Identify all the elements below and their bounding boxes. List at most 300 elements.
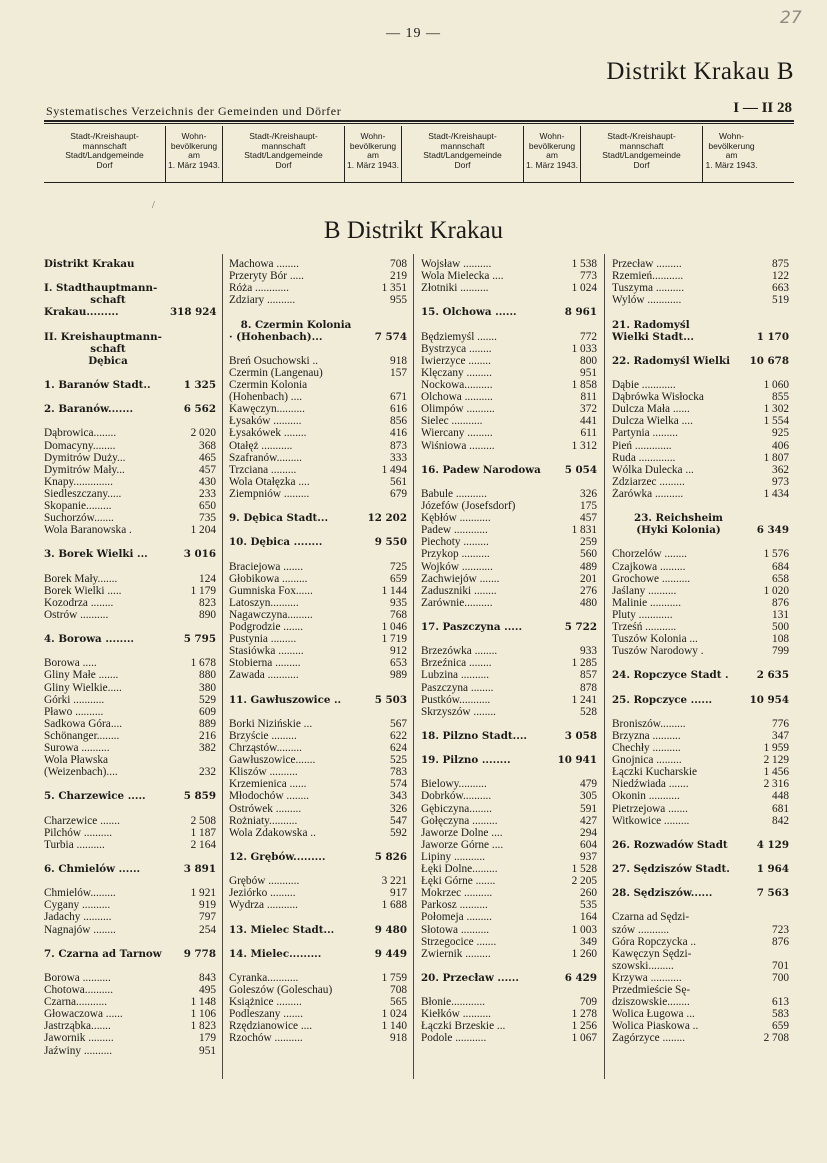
- gemeinde-name: Borki Nizińskie ...: [229, 717, 313, 730]
- population-value: 333: [390, 451, 407, 464]
- header-name-col: Stadt-/Kreishaupt- mannschaft Stadt/Landgemeinde Dorf: [65, 131, 144, 170]
- population-value: 951: [580, 366, 597, 379]
- gemeinde-name: (Weizenbach)....: [44, 766, 118, 779]
- gemeinde-name: Chechły ..........: [612, 742, 681, 754]
- gemeinde-name: Błonie............: [421, 996, 486, 1009]
- population-value: 681: [772, 802, 789, 815]
- population-value: 6 429: [564, 971, 597, 984]
- gemeinde-name: 23. Reichsheim: [634, 512, 723, 525]
- population-value: 5 859: [183, 790, 216, 803]
- gemeinde-name: Pluty ............: [612, 608, 673, 621]
- gemeinde-name: 12. Grębów.........: [229, 850, 326, 863]
- population-value: 219: [390, 270, 407, 283]
- gemeinde-name: 3. Borek Wielki ...: [44, 548, 148, 561]
- gemeinde-name: Gołęczyna .........: [421, 814, 498, 827]
- gemeinde-name: Brzezówka ........: [421, 645, 498, 658]
- population-value: 4 129: [756, 838, 789, 851]
- population-value: 2 316: [763, 778, 789, 791]
- column-divider: [604, 254, 605, 1079]
- population-value: 663: [772, 282, 789, 295]
- population-value: 1 456: [763, 766, 789, 779]
- gemeinde-name: Wolica Ługowa ...: [612, 1008, 695, 1021]
- population-value: 216: [199, 729, 216, 742]
- gemeinde-name: Żarówka ..........: [612, 487, 684, 500]
- population-value: 855: [772, 391, 789, 404]
- population-value: 457: [199, 463, 216, 476]
- gemeinde-name: Chrząstów.........: [229, 742, 302, 754]
- population-value: 500: [772, 621, 789, 633]
- population-value: 175: [580, 500, 597, 512]
- gemeinde-name: Mokrzec ..........: [421, 887, 493, 900]
- gemeinde-name: Krzywa ...........: [612, 971, 682, 984]
- gemeinde-name: Wola Otałęzka ....: [229, 475, 310, 488]
- gemeinde-name: 27. Sędziszów Stadt.: [612, 863, 730, 875]
- population-value: 157: [390, 366, 407, 379]
- population-value: 427: [580, 814, 597, 827]
- population-value: 1 278: [571, 1008, 597, 1021]
- population-value: 919: [199, 899, 216, 912]
- population-value: 955: [390, 294, 407, 307]
- population-value: 624: [390, 742, 407, 754]
- population-value: 583: [772, 1008, 789, 1021]
- gemeinde-name: Bielowy..........: [421, 778, 487, 791]
- gemeinde-name: Pławo ..........: [44, 705, 104, 718]
- gemeinde-name: Zachwiejów .......: [421, 572, 500, 585]
- population-value: 880: [199, 669, 216, 682]
- gemeinde-name: 10. Dębica ........: [229, 536, 323, 549]
- gemeinde-name: 16. Padew Narodowa: [421, 463, 541, 476]
- population-value: 12 202: [367, 512, 407, 525]
- gemeinde-name: Łysaków ..........: [229, 415, 302, 428]
- population-value: 1 024: [571, 282, 597, 295]
- population-value: 441: [580, 415, 597, 428]
- population-value: 430: [199, 475, 216, 488]
- population-value: 448: [772, 790, 789, 803]
- population-value: 1 554: [763, 415, 789, 428]
- population-value: 10 678: [749, 354, 789, 367]
- population-value: 1 256: [571, 1020, 597, 1033]
- population-value: 875: [772, 258, 789, 270]
- population-value: 735: [199, 512, 216, 525]
- population-value: 489: [580, 560, 597, 573]
- gemeinde-name: Głobikowa .........: [229, 572, 308, 585]
- header-name-col: Stadt-/Kreishaupt- mannschaft Stadt/Landgemeinde Dorf: [423, 131, 502, 170]
- population-value: 1 538: [571, 258, 597, 270]
- gemeinde-name: Kozodrza ........: [44, 596, 114, 609]
- gemeinde-name: Złotniki ..........: [421, 282, 489, 295]
- population-value: 131: [772, 608, 789, 621]
- gemeinde-name: Łączki Brzeskie ...: [421, 1020, 506, 1033]
- population-value: 6 349: [756, 524, 789, 537]
- population-value: 935: [390, 596, 407, 609]
- gemeinde-name: 13. Mielec Stadt...: [229, 923, 335, 936]
- population-value: 529: [199, 693, 216, 706]
- gemeinde-name: Góra Ropczycka ..: [612, 935, 697, 948]
- gemeinde-name: Trześń ...........: [612, 621, 677, 633]
- population-value: 305: [580, 790, 597, 803]
- population-value: 380: [199, 681, 216, 694]
- population-value: 1 046: [381, 621, 407, 633]
- population-value: 611: [580, 427, 597, 440]
- population-value: 318 924: [170, 306, 217, 319]
- gemeinde-name: Lipiny ...........: [421, 850, 486, 863]
- population-value: 1 003: [571, 923, 597, 936]
- gemeinde-name: 1. Baranów Stadt..: [44, 379, 151, 391]
- population-value: 2 508: [190, 814, 216, 827]
- population-value: 1 140: [381, 1020, 407, 1033]
- gemeinde-name: Ziempniów .........: [229, 487, 310, 500]
- population-value: 709: [580, 996, 597, 1009]
- gemeinde-name: Breń Osuchowski ..: [229, 354, 319, 367]
- gemeinde-name: Zawada ...........: [229, 669, 299, 682]
- gemeinde-name: Goleszów (Goleschau): [229, 984, 333, 996]
- population-value: 772: [580, 330, 597, 343]
- gemeinde-name: Paszczyna ........: [421, 681, 494, 694]
- population-value: 343: [390, 790, 407, 803]
- gemeinde-name: Cygany ..........: [44, 899, 111, 912]
- population-value: 260: [580, 887, 597, 900]
- population-value: 912: [390, 645, 407, 658]
- population-value: 783: [390, 766, 407, 779]
- gemeinde-name: (Hyki Kolonia): [636, 524, 721, 537]
- gemeinde-name: Brzeźnica ........: [421, 657, 492, 670]
- gemeinde-name: Siedleszczany.....: [44, 487, 122, 500]
- population-value: 3 221: [381, 875, 407, 888]
- gemeinde-name: I. Stadthauptmann-: [44, 282, 158, 295]
- population-value: 525: [390, 754, 407, 767]
- population-value: 989: [390, 669, 407, 682]
- population-value: 917: [390, 887, 407, 900]
- population-value: 1 170: [756, 330, 789, 343]
- gemeinde-name: Józefów (Josefsdorf): [421, 500, 516, 512]
- gemeinde-name: Wiśniowa .........: [421, 439, 495, 452]
- gemeinde-name: II. Kreishauptmann-: [44, 330, 162, 343]
- gemeinde-name: Babule ...........: [421, 487, 487, 500]
- gemeinde-name: 7. Czarna ad Tarnow: [44, 947, 162, 960]
- population-value: 592: [390, 826, 407, 839]
- gemeinde-name: 22. Radomyśl Wielki: [612, 354, 731, 367]
- gemeinde-name: Wojsław ..........: [421, 258, 492, 270]
- population-value: 1 528: [571, 863, 597, 875]
- gemeinde-name: Trzciana .........: [229, 463, 297, 476]
- gemeinde-name: Wolica Piaskowa ..: [612, 1020, 699, 1033]
- gemeinde-name: Ruda .............: [612, 451, 676, 464]
- population-value: 179: [199, 1032, 216, 1045]
- gemeinde-name: Turbia ..........: [44, 838, 105, 851]
- population-value: 254: [199, 923, 216, 936]
- gemeinde-name: 15. Olchowa ......: [421, 306, 517, 319]
- gemeinde-name: Róża ............: [229, 282, 289, 295]
- population-value: 495: [199, 984, 216, 996]
- page-range: I — II 28: [733, 100, 792, 116]
- header-pop-col: Wohn- bevölkerung am 1. März 1943.: [344, 126, 402, 182]
- population-value: 1 187: [190, 826, 216, 839]
- population-value: 653: [390, 657, 407, 670]
- gemeinde-name: schaft: [90, 294, 126, 307]
- gemeinde-name: Distrikt Krakau: [44, 258, 135, 270]
- gemeinde-name: Knapy..............: [44, 475, 113, 488]
- population-value: 1 823: [190, 1020, 216, 1033]
- population-value: 889: [199, 717, 216, 730]
- population-value: 5 722: [564, 621, 597, 633]
- gemeinde-name: Brzyzna ..........: [612, 729, 681, 742]
- gemeinde-name: Iwierzyce ........: [421, 354, 491, 367]
- gemeinde-name: Wola Pławska: [44, 754, 109, 767]
- population-value: 616: [390, 403, 407, 416]
- gemeinde-name: Wola Mielecka ....: [421, 270, 504, 283]
- header-pop-col: Wohn- bevölkerung am 1. März 1943.: [523, 126, 581, 182]
- population-value: 3 016: [183, 548, 216, 561]
- gemeinde-name: Gliny Małe .......: [44, 669, 119, 682]
- population-value: 1 260: [571, 947, 597, 960]
- population-value: 5 795: [183, 633, 216, 646]
- population-value: 574: [390, 778, 407, 791]
- gemeinde-name: Chmielów.........: [44, 887, 116, 900]
- population-value: 856: [390, 415, 407, 428]
- population-value: 1 241: [571, 693, 597, 706]
- population-value: 2 635: [756, 669, 789, 682]
- population-value: 768: [390, 608, 407, 621]
- population-value: 800: [580, 354, 597, 367]
- gemeinde-name: Dębica: [88, 354, 128, 367]
- population-value: 1 148: [190, 996, 216, 1009]
- population-value: 873: [390, 439, 407, 452]
- gemeinde-name: Charzewice .......: [44, 814, 120, 827]
- gemeinde-name: Wola Zdakowska ..: [229, 826, 316, 839]
- gemeinde-name: Łączki Kucharskie: [612, 766, 697, 779]
- subtitle: Systematisches Verzeichnis der Gemeinden und Dörfer: [46, 104, 342, 118]
- population-value: 7 574: [374, 330, 407, 343]
- population-value: 609: [199, 705, 216, 718]
- gemeinde-name: Tuszów Kolonia ...: [612, 633, 698, 646]
- gemeinde-name: Bystrzyca ........: [421, 342, 492, 355]
- gemeinde-name: Będziemyśl .......: [421, 330, 497, 343]
- gemeinde-name: Przeryty Bór .....: [229, 270, 304, 283]
- gemeinde-name: 28. Sędziszów......: [612, 887, 713, 900]
- population-value: 1 067: [571, 1032, 597, 1045]
- population-value: 684: [772, 560, 789, 573]
- gemeinde-name: Borek Mały.......: [44, 572, 118, 585]
- gemeinde-name: Wielki Stadt...: [612, 330, 694, 343]
- population-value: 2 708: [763, 1032, 789, 1045]
- population-value: 700: [772, 971, 789, 984]
- gemeinde-name: 25. Ropczyce ......: [612, 693, 713, 706]
- gemeinde-name: Strzegocice .......: [421, 935, 497, 948]
- population-value: 1 020: [763, 584, 789, 597]
- gemeinde-name: Broniszów.........: [612, 717, 686, 730]
- population-value: 973: [772, 475, 789, 488]
- population-value: 368: [199, 439, 216, 452]
- population-value: 9 480: [374, 923, 407, 936]
- population-value: 776: [772, 717, 789, 730]
- gemeinde-name: Stobierna .........: [229, 657, 301, 670]
- population-value: 1 325: [183, 379, 216, 391]
- gemeinde-name: 8. Czermin Kolonia: [240, 318, 352, 331]
- population-value: 1 144: [381, 584, 407, 597]
- population-value: 2 164: [190, 838, 216, 851]
- gemeinde-name: Jaworze Górne ....: [421, 838, 504, 851]
- gemeinde-name: Olchowa ..........: [421, 391, 493, 404]
- gemeinde-name: szów ...........: [612, 923, 670, 936]
- population-value: 259: [580, 536, 597, 549]
- population-value: 937: [580, 850, 597, 863]
- population-value: 773: [580, 270, 597, 283]
- population-value: 591: [580, 802, 597, 815]
- corner-note: 27: [780, 8, 802, 28]
- population-value: 2 129: [763, 754, 789, 767]
- gemeinde-name: 18. Pilzno Stadt....: [421, 729, 528, 742]
- population-value: 1 302: [763, 403, 789, 416]
- population-value: 347: [772, 729, 789, 742]
- gemeinde-name: Dąbie ............: [612, 379, 676, 391]
- pencil-mark: /: [152, 200, 155, 211]
- gemeinde-name: Schönanger........: [44, 729, 120, 742]
- column-divider: [413, 254, 414, 1079]
- population-value: 3 891: [183, 863, 216, 875]
- population-value: 1 312: [571, 439, 597, 452]
- population-value: 164: [580, 911, 597, 924]
- gemeinde-name: Gębiczyna........: [421, 802, 492, 815]
- gemeinde-name: Dulcza Wielka ....: [612, 415, 693, 428]
- gemeinde-name: Wydrza ...........: [229, 899, 298, 912]
- gemeinde-name: Czermin (Langenau): [229, 366, 323, 379]
- gemeinde-name: Suchorzów.......: [44, 512, 114, 525]
- population-value: 857: [580, 669, 597, 682]
- gemeinde-name: schaft: [90, 342, 126, 355]
- population-value: 701: [772, 959, 789, 972]
- gemeinde-name: Dymitrów Duży...: [44, 451, 126, 464]
- population-value: 294: [580, 826, 597, 839]
- gemeinde-name: Zaduszniki ........: [421, 584, 497, 597]
- gemeinde-name: dziszowskie........: [612, 996, 690, 1009]
- gemeinde-name: Jaworze Dolne ....: [421, 826, 503, 839]
- gemeinde-name: Gnojnica .........: [612, 754, 682, 767]
- population-value: 1 285: [571, 657, 597, 670]
- population-value: 233: [199, 487, 216, 500]
- population-value: 1 494: [381, 463, 407, 476]
- population-value: 2 020: [190, 427, 216, 440]
- gemeinde-name: Borowa .....: [44, 657, 97, 670]
- gemeinde-name: Górki ...........: [44, 693, 105, 706]
- population-value: 3 058: [564, 729, 597, 742]
- gemeinde-name: Jaźwiny ..........: [44, 1044, 113, 1057]
- population-value: 10 941: [557, 754, 597, 767]
- page-number: — 19 —: [386, 26, 441, 41]
- gemeinde-name: Chotowa..........: [44, 984, 114, 996]
- population-value: 232: [199, 766, 216, 779]
- header-name-col: Stadt-/Kreishaupt- mannschaft Stadt/Landgemeinde Dorf: [244, 131, 323, 170]
- population-value: 5 826: [374, 850, 407, 863]
- gemeinde-name: Łęki Górne .......: [421, 875, 496, 888]
- gemeinde-name: Krakau.........: [44, 306, 119, 319]
- divider: [44, 120, 794, 122]
- gemeinde-name: (Hohenbach) ....: [229, 391, 303, 404]
- population-value: 9 550: [374, 536, 407, 549]
- gemeinde-name: Okonin ...........: [612, 790, 680, 803]
- gemeinde-name: Zdziarzec .........: [612, 475, 685, 488]
- population-value: 1 959: [763, 742, 789, 754]
- gemeinde-name: Sielec ...........: [421, 415, 483, 428]
- gemeinde-name: Rzędzianowice ....: [229, 1020, 313, 1033]
- gemeinde-name: Kiełków ..........: [421, 1008, 491, 1021]
- population-value: 1 759: [381, 971, 407, 984]
- population-value: 604: [580, 838, 597, 851]
- gemeinde-name: Przykop ..........: [421, 548, 490, 561]
- gemeinde-name: Czarna ad Sędzi-: [612, 911, 690, 924]
- population-value: 547: [390, 814, 407, 827]
- gemeinde-name: Piechoty .........: [421, 536, 489, 549]
- population-value: 480: [580, 596, 597, 609]
- gemeinde-name: Kliszów ..........: [229, 766, 298, 779]
- population-value: 8 961: [564, 306, 597, 319]
- gemeinde-name: Ostrów ..........: [44, 608, 109, 621]
- population-value: 708: [390, 984, 407, 996]
- population-value: 876: [772, 596, 789, 609]
- gemeinde-name: Parkosz ..........: [421, 899, 488, 912]
- gemeinde-name: Jastrząbka.......: [44, 1020, 111, 1033]
- population-value: 372: [580, 403, 597, 416]
- gemeinde-name: Zarównie..........: [421, 596, 493, 609]
- column-header-table: [44, 126, 794, 183]
- population-value: 465: [199, 451, 216, 464]
- gemeinde-name: Gumniska Fox......: [229, 584, 313, 597]
- gemeinde-name: Gliny Wielkie.....: [44, 681, 122, 694]
- gemeinde-name: Kębłów ...........: [421, 512, 491, 525]
- gemeinde-name: Zdziary ..........: [229, 294, 296, 307]
- population-value: 878: [580, 681, 597, 694]
- gemeinde-name: Grębów ...........: [229, 875, 300, 888]
- gemeinde-name: Młodochów ........: [229, 790, 310, 803]
- gemeinde-name: Nockowa..........: [421, 379, 493, 391]
- population-value: 842: [772, 814, 789, 827]
- gemeinde-name: Czajkowa .........: [612, 560, 686, 573]
- population-value: 890: [199, 608, 216, 621]
- gemeinde-name: Głowaczowa ......: [44, 1008, 123, 1021]
- district-title: Distrikt Krakau B: [606, 58, 794, 85]
- gemeinde-name: Rzochów ..........: [229, 1032, 303, 1045]
- gemeinde-name: 2. Baranów.......: [44, 403, 134, 416]
- gemeinde-name: Grochowe ..........: [612, 572, 691, 585]
- gemeinde-name: Łęki Dolne.........: [421, 863, 498, 875]
- gemeinde-name: Sadkowa Góra....: [44, 717, 123, 730]
- gemeinde-name: Czermin Kolonia: [229, 379, 308, 391]
- gemeinde-name: Jaślany ..........: [612, 584, 677, 597]
- gemeinde-name: Surowa ..........: [44, 742, 110, 754]
- gemeinde-name: Cyranka...........: [229, 971, 299, 984]
- population-value: 326: [580, 487, 597, 500]
- gemeinde-name: Dymitrów Mały...: [44, 463, 125, 476]
- gemeinde-name: Wólka Dulecka ...: [612, 463, 694, 476]
- population-value: 1 060: [763, 379, 789, 391]
- population-value: 1 351: [381, 282, 407, 295]
- gemeinde-name: Domacyny........: [44, 439, 116, 452]
- population-value: 671: [390, 391, 407, 404]
- population-value: 560: [580, 548, 597, 561]
- gemeinde-name: Gawłuszowice.......: [229, 754, 316, 767]
- main-heading: B Distrikt Krakau: [323, 217, 504, 244]
- gemeinde-name: Wola Baranowska .: [44, 524, 132, 537]
- gemeinde-name: Czarna...........: [44, 996, 108, 1009]
- gemeinde-name: Jeziórko .........: [229, 887, 296, 900]
- population-value: 951: [199, 1044, 216, 1057]
- gemeinde-name: 20. Przecław ......: [421, 971, 519, 984]
- gemeinde-name: szowski.........: [612, 959, 674, 972]
- population-value: 1 688: [381, 899, 407, 912]
- gemeinde-name: Pustynia .........: [229, 633, 297, 646]
- population-value: 1 106: [190, 1008, 216, 1021]
- population-value: 1 179: [190, 584, 216, 597]
- population-value: 6 562: [183, 403, 216, 416]
